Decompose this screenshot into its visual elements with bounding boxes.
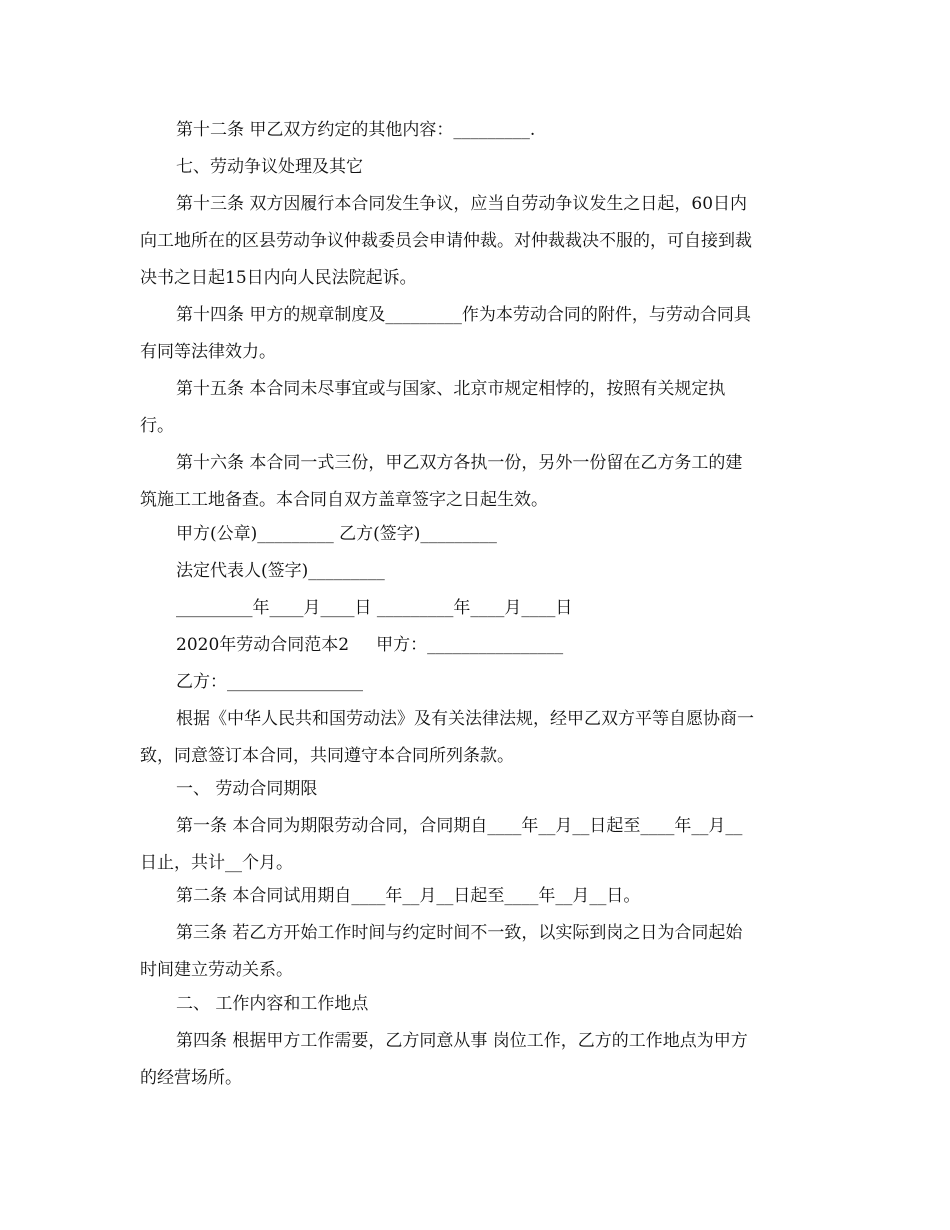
- article-16-line-2: 筑施工工地备查。本合同自双方盖章签字之日起生效。: [140, 490, 548, 510]
- article-13: [140, 192, 820, 290]
- section-2-heading: 二、 工作内容和工作地点: [176, 994, 369, 1014]
- article-15-line-1: 第十五条 本合同未尽事宜或与国家、北京市规定相悖的，按照有关规定执: [176, 379, 726, 399]
- template-2-title: 2020年劳动合同范本2 甲方：________________: [176, 635, 564, 655]
- article-3-line-2: 时间建立劳动关系。: [140, 960, 293, 980]
- preamble: [140, 707, 820, 768]
- article-3: [140, 921, 820, 982]
- article-2: 第二条 本合同试用期自____年__月__日起至____年__月__日。: [176, 886, 641, 906]
- signature-dates: _________年____月____日 _________年____月____日: [176, 598, 573, 618]
- article-13-line-1: 第十三条 双方因履行本合同发生争议，应当自劳动争议发生之日起，60日内: [176, 194, 748, 214]
- preamble-line-1: 根据《中华人民共和国劳动法》及有关法律法规，经甲乙双方平等自愿协商一: [176, 709, 754, 729]
- article-14-line-2: 有同等法律效力。: [140, 342, 276, 362]
- article-4-line-1: 第四条 根据甲方工作需要，乙方同意从事 岗位工作，乙方的工作地点为甲方: [176, 1031, 748, 1051]
- signature-legal-rep: 法定代表人(签字)_________: [176, 561, 385, 581]
- signature-party-a-b: 甲方(公章)_________ 乙方(签字)_________: [176, 524, 497, 544]
- article-15-line-2: 行。: [140, 416, 174, 436]
- preamble-line-2: 致，同意签订本合同，共同遵守本合同所列条款。: [140, 746, 514, 766]
- article-15: [140, 377, 820, 438]
- article-12: 第十二条 甲乙双方约定的其他内容：_________.: [176, 120, 536, 140]
- article-3-line-1: 第三条 若乙方开始工作时间与约定时间不一致，以实际到岗之日为合同起始: [176, 923, 743, 943]
- article-14: [140, 303, 820, 364]
- section-1-heading: 一、 劳动合同期限: [176, 779, 318, 799]
- article-1-line-2: 日止，共计__个月。: [140, 853, 293, 873]
- article-16: [140, 451, 820, 512]
- article-13-line-3: 决书之日起15日内向人民法院起诉。: [140, 268, 417, 288]
- article-14-line-1: 第十四条 甲方的规章制度及_________作为本劳动合同的附件，与劳动合同具: [176, 305, 751, 325]
- article-1-line-1: 第一条 本合同为期限劳动合同，合同期自____年__月__日起至____年__月__: [176, 816, 743, 836]
- article-4: [140, 1029, 820, 1090]
- article-16-line-1: 第十六条 本合同一式三份，甲乙双方各执一份，另外一份留在乙方务工的建: [176, 453, 743, 473]
- article-4-line-2: 的经营场所。: [140, 1068, 242, 1088]
- article-13-line-2: 向工地所在的区县劳动争议仲裁委员会申请仲裁。对仲裁裁决不服的，可自接到裁: [140, 231, 752, 251]
- party-b-line: 乙方：________________: [176, 672, 363, 692]
- section-7-heading: 七、劳动争议处理及其它: [176, 157, 363, 177]
- article-1: [140, 814, 820, 875]
